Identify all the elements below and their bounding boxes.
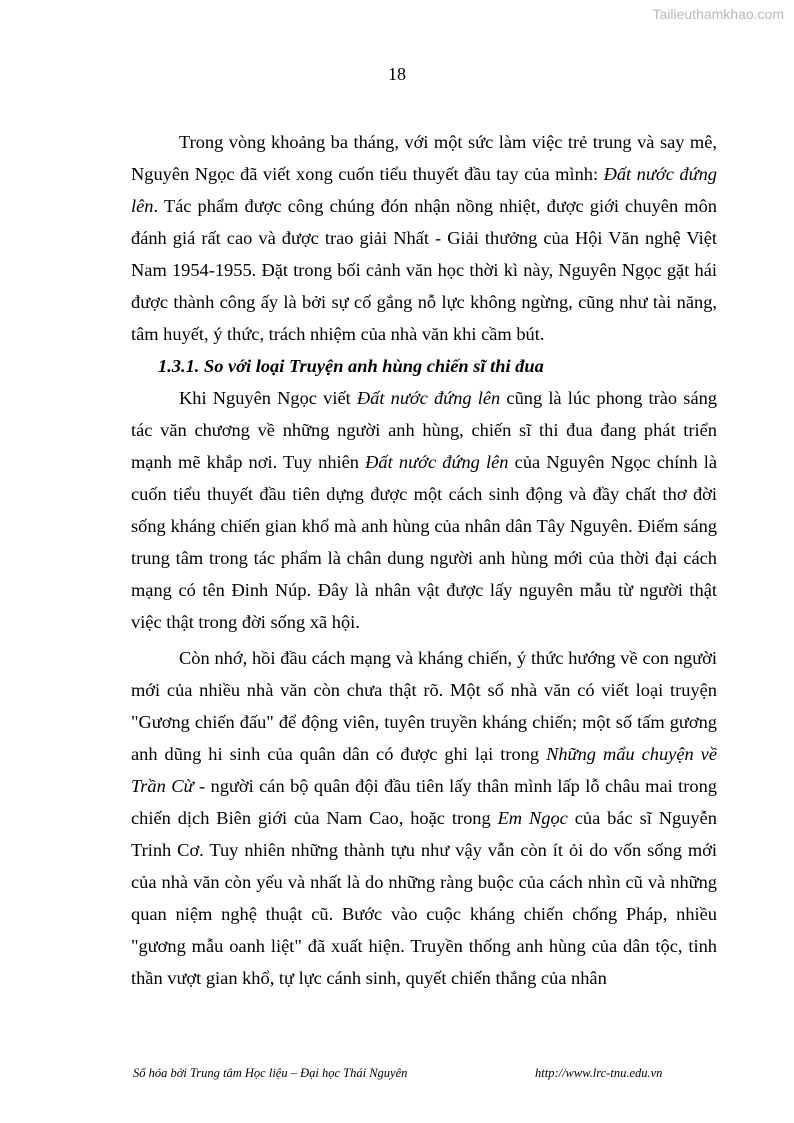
text-run: của Nguyên Ngọc chính là cuốn tiểu thuyết đầu tiên dựng được một cách sinh động và đầy chất thơ đời sống kháng chiến gian khổ mà anh hùng của nhân dân Tây Nguyên. Điểm sáng trung tâm trong tác phẩm là chân dung người anh hùng mới của thời đại cách mạng có tên Đinh Núp. Đây là nhân vật được lấy nguyên mẫu từ người thật việc thật trong đời sống xã hội. — [131, 452, 717, 632]
book-title: Đất nước đứng lên — [131, 164, 717, 216]
text-run: Trong vòng khoảng ba tháng, với một sức làm việc trẻ trung và say mê, Nguyên Ngọc đã viết xong cuốn tiểu thuyết đầu tay của mình: — [131, 132, 717, 184]
footer-url: http://www.lrc-tnu.edu.vn — [535, 1066, 663, 1080]
text-run: Còn nhớ, hồi đầu cách mạng và kháng chiến, ý thức hướng về con người mới của nhiều nhà văn còn chưa thật rõ. Một số nhà văn có viết loại truyện "Gương chiến đấu" để động viên, tuyên truyền kháng chiến; một số tấm gương anh dũng hi sinh của quân dân có được ghi lại trong — [131, 648, 717, 764]
page-number: 18 — [388, 64, 406, 84]
book-title: Những mẩu chuyện về Trần Cừ — [131, 744, 717, 796]
footer-source: Số hóa bởi Trung tâm Học liệu – Đại học Thái Nguyên — [133, 1066, 408, 1080]
text-run: cũng là lúc phong trào sáng tác văn chương về những người anh hùng, chiến sĩ thi đua đang phát triển mạnh mẽ khắp nơi. Tuy nhiên — [131, 388, 717, 472]
paragraph-2 — [131, 382, 717, 638]
text-run: Khi Nguyên Ngọc viết — [179, 388, 357, 408]
paragraph-3 — [131, 642, 717, 994]
paragraph-1 — [131, 126, 717, 350]
book-title: Em Ngọc — [497, 808, 568, 828]
book-title: Đất nước đứng lên — [365, 452, 509, 472]
text-run: . Tác phẩm được công chúng đón nhận nồng nhiệt, được giới chuyên môn đánh giá rất cao và được trao giải Nhất - Giải thưởng của Hội Văn nghệ Việt Nam 1954-1955. Đặt trong bối cảnh văn học thời kì này, Nguyên Ngọc gặt hái được thành công ấy là bởi sự cố gắng nỗ lực không ngừng, cũng như tài năng, tâm huyết, ý thức, trách nhiệm của nhà văn khi cầm bút. — [131, 196, 717, 344]
section-heading: 1.3.1. So với loại Truyện anh hùng chiến sĩ thi đua — [158, 356, 544, 376]
text-run: - người cán bộ quân đội đầu tiên lấy thân mình lấp lỗ châu mai trong chiến dịch Biên giới của Nam Cao, hoặc trong — [131, 776, 717, 828]
book-title: Đất nước đứng lên — [356, 388, 501, 408]
watermark: Tailieuthamkhao.com — [652, 6, 784, 22]
text-run: của bác sĩ Nguyễn Trinh Cơ. Tuy nhiên những thành tựu như vậy vẫn còn ít ỏi do vốn sống mới của nhà văn còn yếu và nhất là do những ràng buộc của cách nhìn cũ và những quan niệm nghệ thuật cũ. Bước vào cuộc kháng chiến chống Pháp, nhiều "gương mẫu oanh liệt" đã xuất hiện. Truyền thống anh hùng của dân tộc, tinh thần vượt gian khổ, tự lực cánh sinh, quyết chiến thắng của nhân — [131, 808, 717, 988]
document-body — [131, 126, 717, 994]
